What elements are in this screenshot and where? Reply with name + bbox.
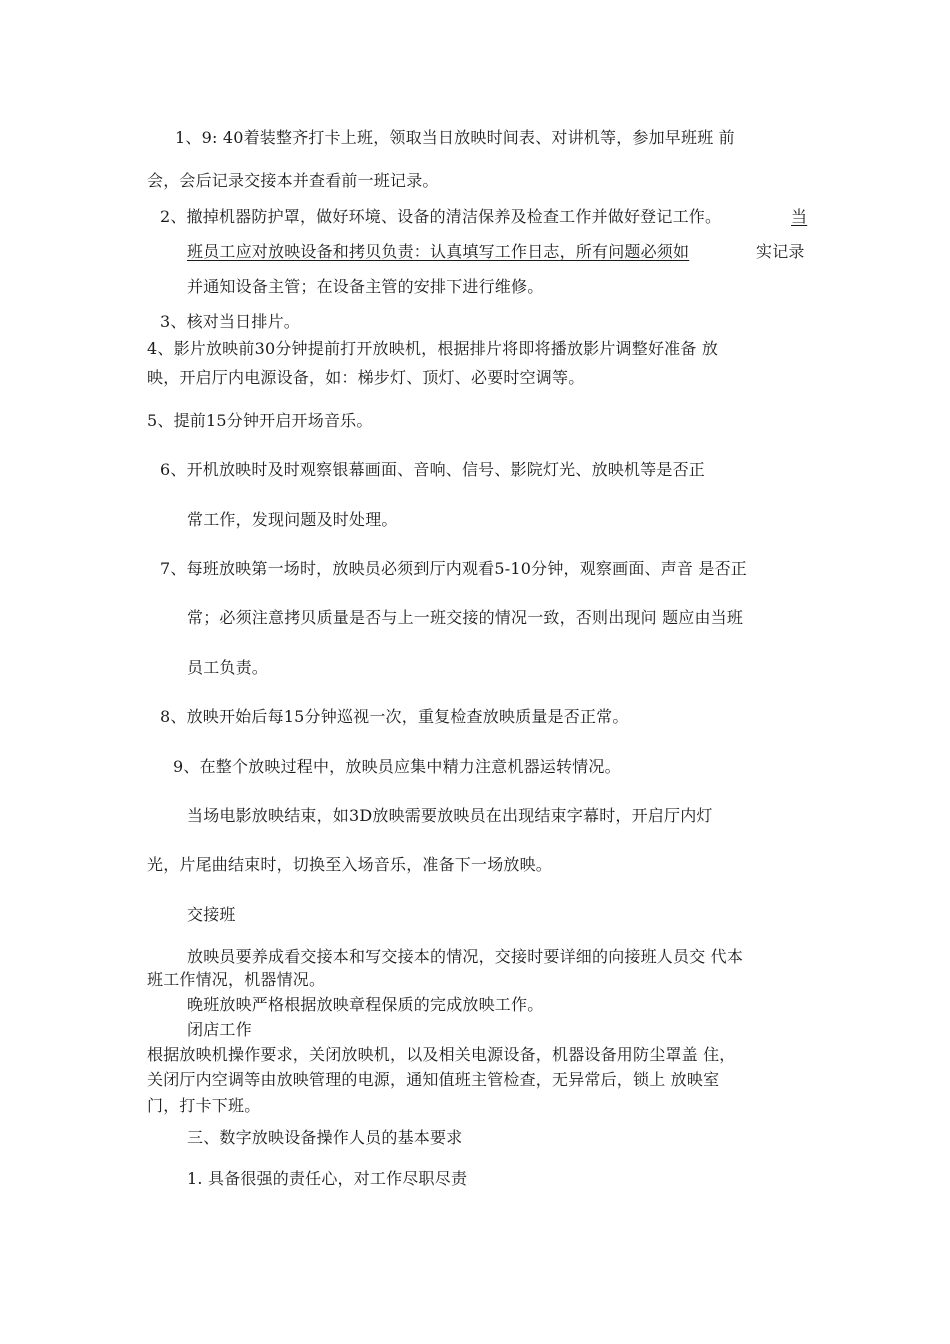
text-line: 并通知设备主管；在设备主管的安排下进行维修。 (187, 277, 544, 296)
underlined-text: 班员工应对放映设备和拷贝负责：认真填写工作日志，所有问题必须如 (187, 242, 690, 261)
text-line: 1、9: 40着装整齐打卡上班，领取当日放映时间表、对讲机等，参加早班班 前 (175, 128, 735, 147)
text-line: 会，会后记录交接本并查看前一班记录。 (147, 171, 439, 190)
text-line: 晚班放映严格根据放映章程保质的完成放映工作。 (187, 995, 544, 1014)
text-line: 8、放映开始后每15分钟巡视一次，重复检查放映质量是否正常。 (160, 707, 629, 726)
text-line: 班工作情况，机器情况。 (147, 970, 326, 989)
text-line: 根据放映机操作要求，关闭放映机，以及相关电源设备，机器设备用防尘罩盖 住， (147, 1045, 736, 1064)
text-line: 2、撤掉机器防护罩，做好环境、设备的清洁保养及检查工作并做好登记工作。 (160, 207, 722, 226)
text-line: 1. 具备很强的责任心，对工作尽职尽责 (187, 1169, 468, 1188)
text-line: 当场电影放映结束，如3D放映需要放映员在出现结束字幕时，开启厅内灯 (187, 806, 713, 825)
text-line: 9、在整个放映过程中，放映员应集中精力注意机器运转情况。 (173, 757, 621, 776)
text-line: 5、提前15分钟开启开场音乐。 (147, 411, 373, 430)
text-line: 光，片尾曲结束时，切换至入场音乐，准备下一场放映。 (147, 855, 553, 874)
text-line: 7、每班放映第一场时，放映员必须到厅内观看5-10分钟，观察画面、声音 是否正 (160, 559, 748, 578)
text-line: 6、开机放映时及时观察银幕画面、音响、信号、影院灯光、放映机等是否正 (160, 460, 705, 479)
section-heading: 交接班 (187, 905, 236, 924)
text-line: 员工负责。 (187, 658, 269, 677)
text-line: 4、影片放映前30分钟提前打开放映机，根据排片将即将播放影片调整好准备 放 (147, 339, 719, 358)
text-line: 常；必须注意拷贝质量是否与上一班交接的情况一致，否则出现问 题应由当班 (187, 608, 744, 627)
underlined-text: 当 (791, 207, 808, 226)
text-line: 实记录 (756, 242, 805, 261)
text-line: 映，开启厅内电源设备，如：梯步灯、顶灯、必要时空调等。 (147, 368, 585, 387)
section-heading: 三、数字放映设备操作人员的基本要求 (187, 1128, 463, 1147)
section-heading: 闭店工作 (187, 1020, 252, 1039)
text-line: 放映员要养成看交接本和写交接本的情况，交接时要详细的向接班人员交 代本 (187, 947, 744, 966)
text-line: 关闭厅内空调等由放映管理的电源，通知值班主管检查，无异常后，锁上 放映室 (147, 1070, 720, 1089)
text-line: 常工作，发现问题及时处理。 (187, 510, 398, 529)
text-line: 3、核对当日排片。 (160, 312, 300, 331)
text-line: 门，打卡下班。 (147, 1096, 261, 1115)
